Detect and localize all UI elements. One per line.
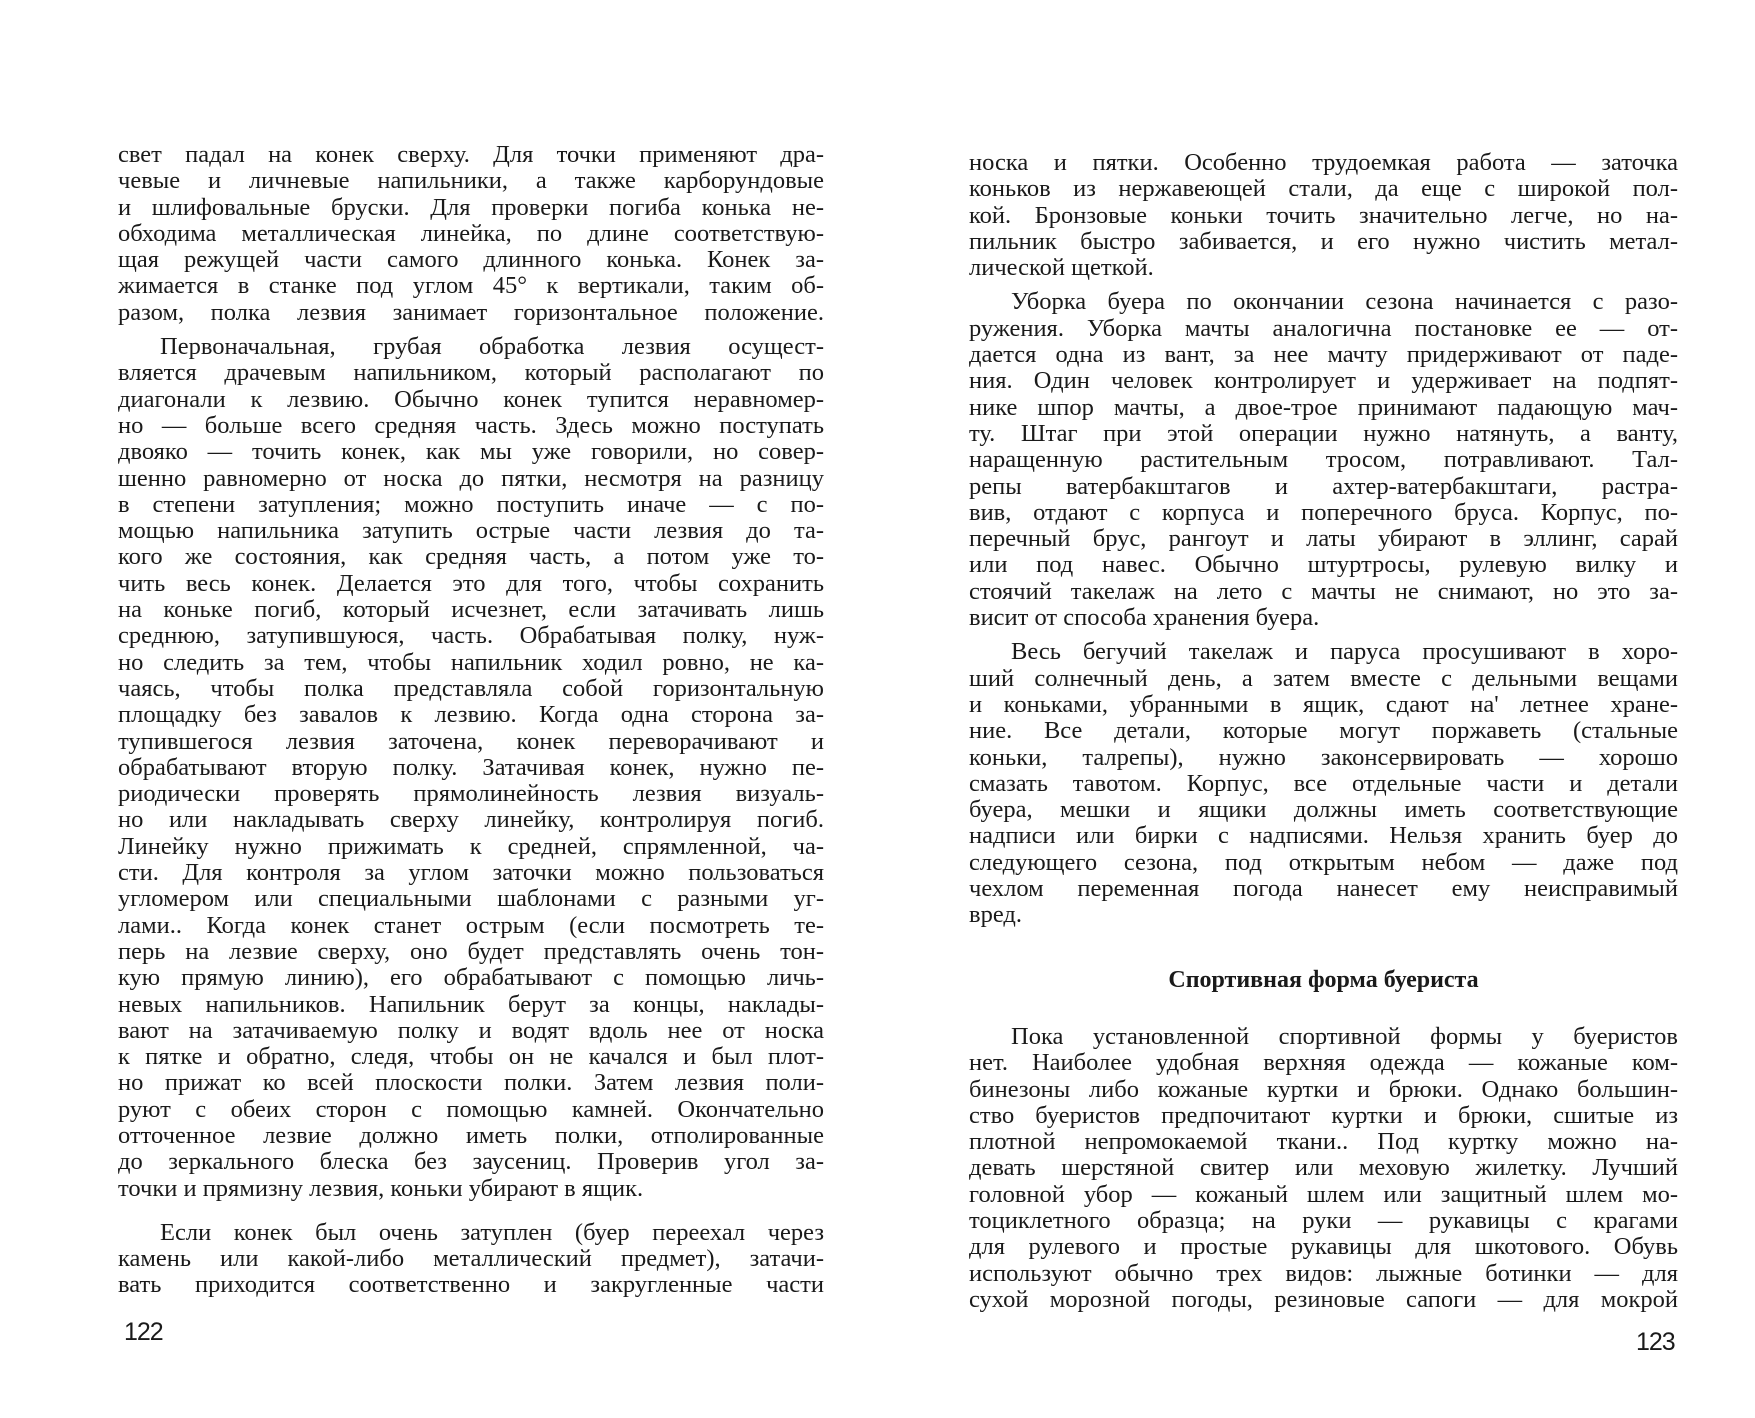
- text-line: но прижат ко всей плоскости полки. Затем лезвия поли-: [118, 1069, 824, 1097]
- text-line: плотной непромокаемой ткани.. Под куртку можно на-: [969, 1128, 1678, 1156]
- text-line: вать приходится соответственно и закругленные части: [118, 1271, 824, 1299]
- text-line: камень или какой-либо металлический предмет), затачи-: [118, 1245, 824, 1273]
- text-line: обходима металлическая линейка, по длине соответствую-: [118, 219, 824, 247]
- paragraph-last-line: висит от способа хранения буера.: [969, 604, 1320, 632]
- paragraph-last-line: вред.: [969, 901, 1022, 929]
- left-page-text: [118, 142, 824, 1299]
- text-line: чаясь, чтобы полка представляла собой горизонтальную: [118, 674, 824, 702]
- text-line: девать шерстяной свитер или меховую жилетку. Лучший: [969, 1154, 1678, 1182]
- paragraph-first-line: Весь бегучий такелаж и паруса просушивают в хоро-: [1011, 638, 1678, 666]
- text-line: но следить за тем, чтобы напильник ходил ровно, не ка-: [118, 648, 824, 676]
- text-line: коньков из нержавеющей стали, да еще с широкой пол-: [969, 175, 1678, 203]
- text-line: коньки, талрепы), нужно законсервировать — хорошо: [969, 743, 1678, 771]
- text-line: риодически проверять прямолинейность лезвия визуаль-: [118, 780, 824, 808]
- text-line: отточенное лезвие должно иметь полки, отполированные: [118, 1121, 824, 1149]
- text-line: обрабатывают вторую полку. Затачивая конек, нужно пе-: [118, 753, 824, 781]
- text-line: смазать тавотом. Корпус, все отдельные части и детали: [969, 769, 1678, 797]
- text-line: стоячий такелаж на лето с мачты не снимают, но это за-: [969, 577, 1678, 605]
- paragraph-first-line: Первоначальная, грубая обработка лезвия осущест-: [160, 333, 824, 361]
- text-line: чехлом переменная погода нанесет ему неисправимый: [969, 875, 1678, 903]
- text-line: ния. Один человек контролирует и удерживает на подпят-: [969, 367, 1678, 395]
- text-line: но — больше всего средняя часть. Здесь можно поступать: [118, 411, 824, 439]
- paragraph-first-line: Уборка буера по окончании сезона начинается с разо-: [1011, 288, 1678, 316]
- text-line: репы ватербакштагов и ахтер-ватербакштаги, растра-: [969, 472, 1678, 500]
- text-line: чевые и личневые напильники, а также карборундовые: [118, 167, 824, 195]
- paragraph-first-line: Пока установленной спортивной формы у буеристов: [1011, 1023, 1678, 1050]
- text-line: сти. Для контроля за углом заточки можно пользоваться: [118, 859, 824, 887]
- text-line: надписи или бирки с надписями. Нельзя хранить буер до: [969, 822, 1678, 850]
- section-body-text: [969, 1024, 1678, 1313]
- paragraph-last-line: точки и прямизну лезвия, коньки убирают в ящик.: [118, 1174, 644, 1202]
- text-line: лами.. Когда конек станет острым (если посмотреть те-: [118, 911, 824, 939]
- text-line: но или накладывать сверху линейку, контролируя погиб.: [118, 806, 824, 834]
- text-line: тоциклетного образца; на руки — рукавицы с крагами: [969, 1207, 1678, 1235]
- text-line: к пятке и обратно, следя, чтобы он не качался и был плот-: [118, 1043, 824, 1071]
- page-number-left: 122: [124, 1318, 163, 1346]
- right-page-text: [969, 150, 1678, 929]
- text-line: для рулевого и простые рукавицы для шкотового. Обувь: [969, 1233, 1678, 1261]
- text-line: пильник быстро забивается, и его нужно чистить метал-: [969, 227, 1678, 255]
- text-line: или под навес. Обычно штуртросы, рулевую вилку и: [969, 551, 1678, 579]
- text-line: площадку без завалов к лезвию. Когда одна сторона за-: [118, 701, 824, 729]
- text-line: щая режущей части самого длинного конька. Конек за-: [118, 246, 824, 274]
- text-line: нет. Наиболее удобная верхняя одежда — кожаные ком-: [969, 1049, 1678, 1077]
- text-line: шенно равномерно от носка до пятки, несмотря на разницу: [118, 464, 824, 492]
- text-line: мощью напильника затупить острые части лезвия до та-: [118, 517, 824, 545]
- text-line: на коньке погиб, который исчезнет, если затачивать лишь: [118, 596, 824, 624]
- text-line: ние. Все детали, которые могут поржаветь (стальные: [969, 717, 1678, 745]
- text-line: сухой морозной погоды, резиновые сапоги — для мокрой: [969, 1285, 1678, 1313]
- text-line: чить весь конек. Делается это для того, чтобы сохранить: [118, 569, 824, 597]
- text-line: следующего сезона, под открытым небом — даже под: [969, 848, 1678, 876]
- page-number-right: 123: [1636, 1328, 1675, 1356]
- text-line: среднюю, затупившуюся, часть. Обрабатывая полку, нуж-: [118, 622, 824, 650]
- text-line: используют обычно трех видов: лыжные ботинки — для: [969, 1259, 1678, 1287]
- text-line: Линейку нужно прижимать к средней, спрямленной, ча-: [118, 832, 824, 860]
- text-line: ружения. Уборка мачты аналогична постановке ее — от-: [969, 314, 1678, 342]
- text-line: угломером или специальными шаблонами с разными уг-: [118, 885, 824, 913]
- section-heading: Спортивная форма буериста: [1168, 967, 1479, 993]
- text-line: кого же состояния, как средняя часть, а потом уже то-: [118, 543, 824, 571]
- text-line: нике шпор мачты, а двое-трое принимают падающую мач-: [969, 393, 1678, 421]
- text-line: невых напильников. Напильник берут за концы, наклады-: [118, 990, 824, 1018]
- text-line: носка и пятки. Особенно трудоемкая работа — заточка: [969, 149, 1678, 176]
- text-line: тупившегося лезвия заточена, конек переворачивают и: [118, 727, 824, 755]
- text-line: диагонали к лезвию. Обычно конек тупится неравномер-: [118, 385, 824, 413]
- text-line: головной убор — кожаный шлем или защитный шлем мо-: [969, 1180, 1678, 1208]
- text-line: наращенную растительным тросом, потравливают. Тал-: [969, 446, 1678, 474]
- text-line: ство буеристов предпочитают куртки и брюки, сшитые из: [969, 1101, 1678, 1129]
- text-line: ту. Штаг при этой операции нужно натянуть, а ванту,: [969, 419, 1678, 447]
- text-line: свет падал на конек сверху. Для точки применяют дра-: [118, 141, 824, 168]
- text-line: кой. Бронзовые коньки точить значительно легче, но на-: [969, 201, 1678, 229]
- text-line: в степени затупления; можно поступить иначе — с по-: [118, 490, 824, 518]
- text-line: до зеркального блеска без заусениц. Проверив угол за-: [118, 1148, 824, 1176]
- text-line: ший солнечный день, а затем вместе с дельными вещами: [969, 664, 1678, 692]
- text-line: кую прямую линию), его обрабатывают с помощью личь-: [118, 964, 824, 992]
- text-line: вив, отдают с корпуса и поперечного бруса. Корпус, по-: [969, 498, 1678, 526]
- paragraph-first-line: Если конек был очень затуплен (буер переехал через: [160, 1218, 824, 1246]
- text-line: разом, полка лезвия занимает горизонтальное положение.: [118, 298, 824, 326]
- text-line: двояко — точить конек, как мы уже говорили, но совер-: [118, 438, 824, 466]
- text-line: перь на лезвие сверху, оно будет представлять очень тон-: [118, 937, 824, 965]
- text-line: руют с обеих сторон с помощью камней. Окончательно: [118, 1095, 824, 1123]
- paragraph-last-line: лической щеткой.: [969, 254, 1154, 282]
- text-line: и коньками, убранными в ящик, сдают на' летнее хране-: [969, 690, 1678, 718]
- text-line: и шлифовальные бруски. Для проверки погиба конька не-: [118, 193, 824, 221]
- text-line: перечный брус, рангоут и латы убирают в эллинг, сарай: [969, 525, 1678, 553]
- text-line: дается одна из вант, за нее мачту придерживают от паде-: [969, 341, 1678, 369]
- text-line: вляется драчевым напильником, который располагают по: [118, 359, 824, 387]
- text-line: вают на затачиваемую полку и водят вдоль нее от носка: [118, 1016, 824, 1044]
- text-line: жимается в станке под углом 45° к вертикали, таким об-: [118, 272, 824, 300]
- text-line: бинезоны либо кожаные куртки и брюки. Однако большин-: [969, 1075, 1678, 1103]
- text-line: буера, мешки и ящики должны иметь соответствующие: [969, 796, 1678, 824]
